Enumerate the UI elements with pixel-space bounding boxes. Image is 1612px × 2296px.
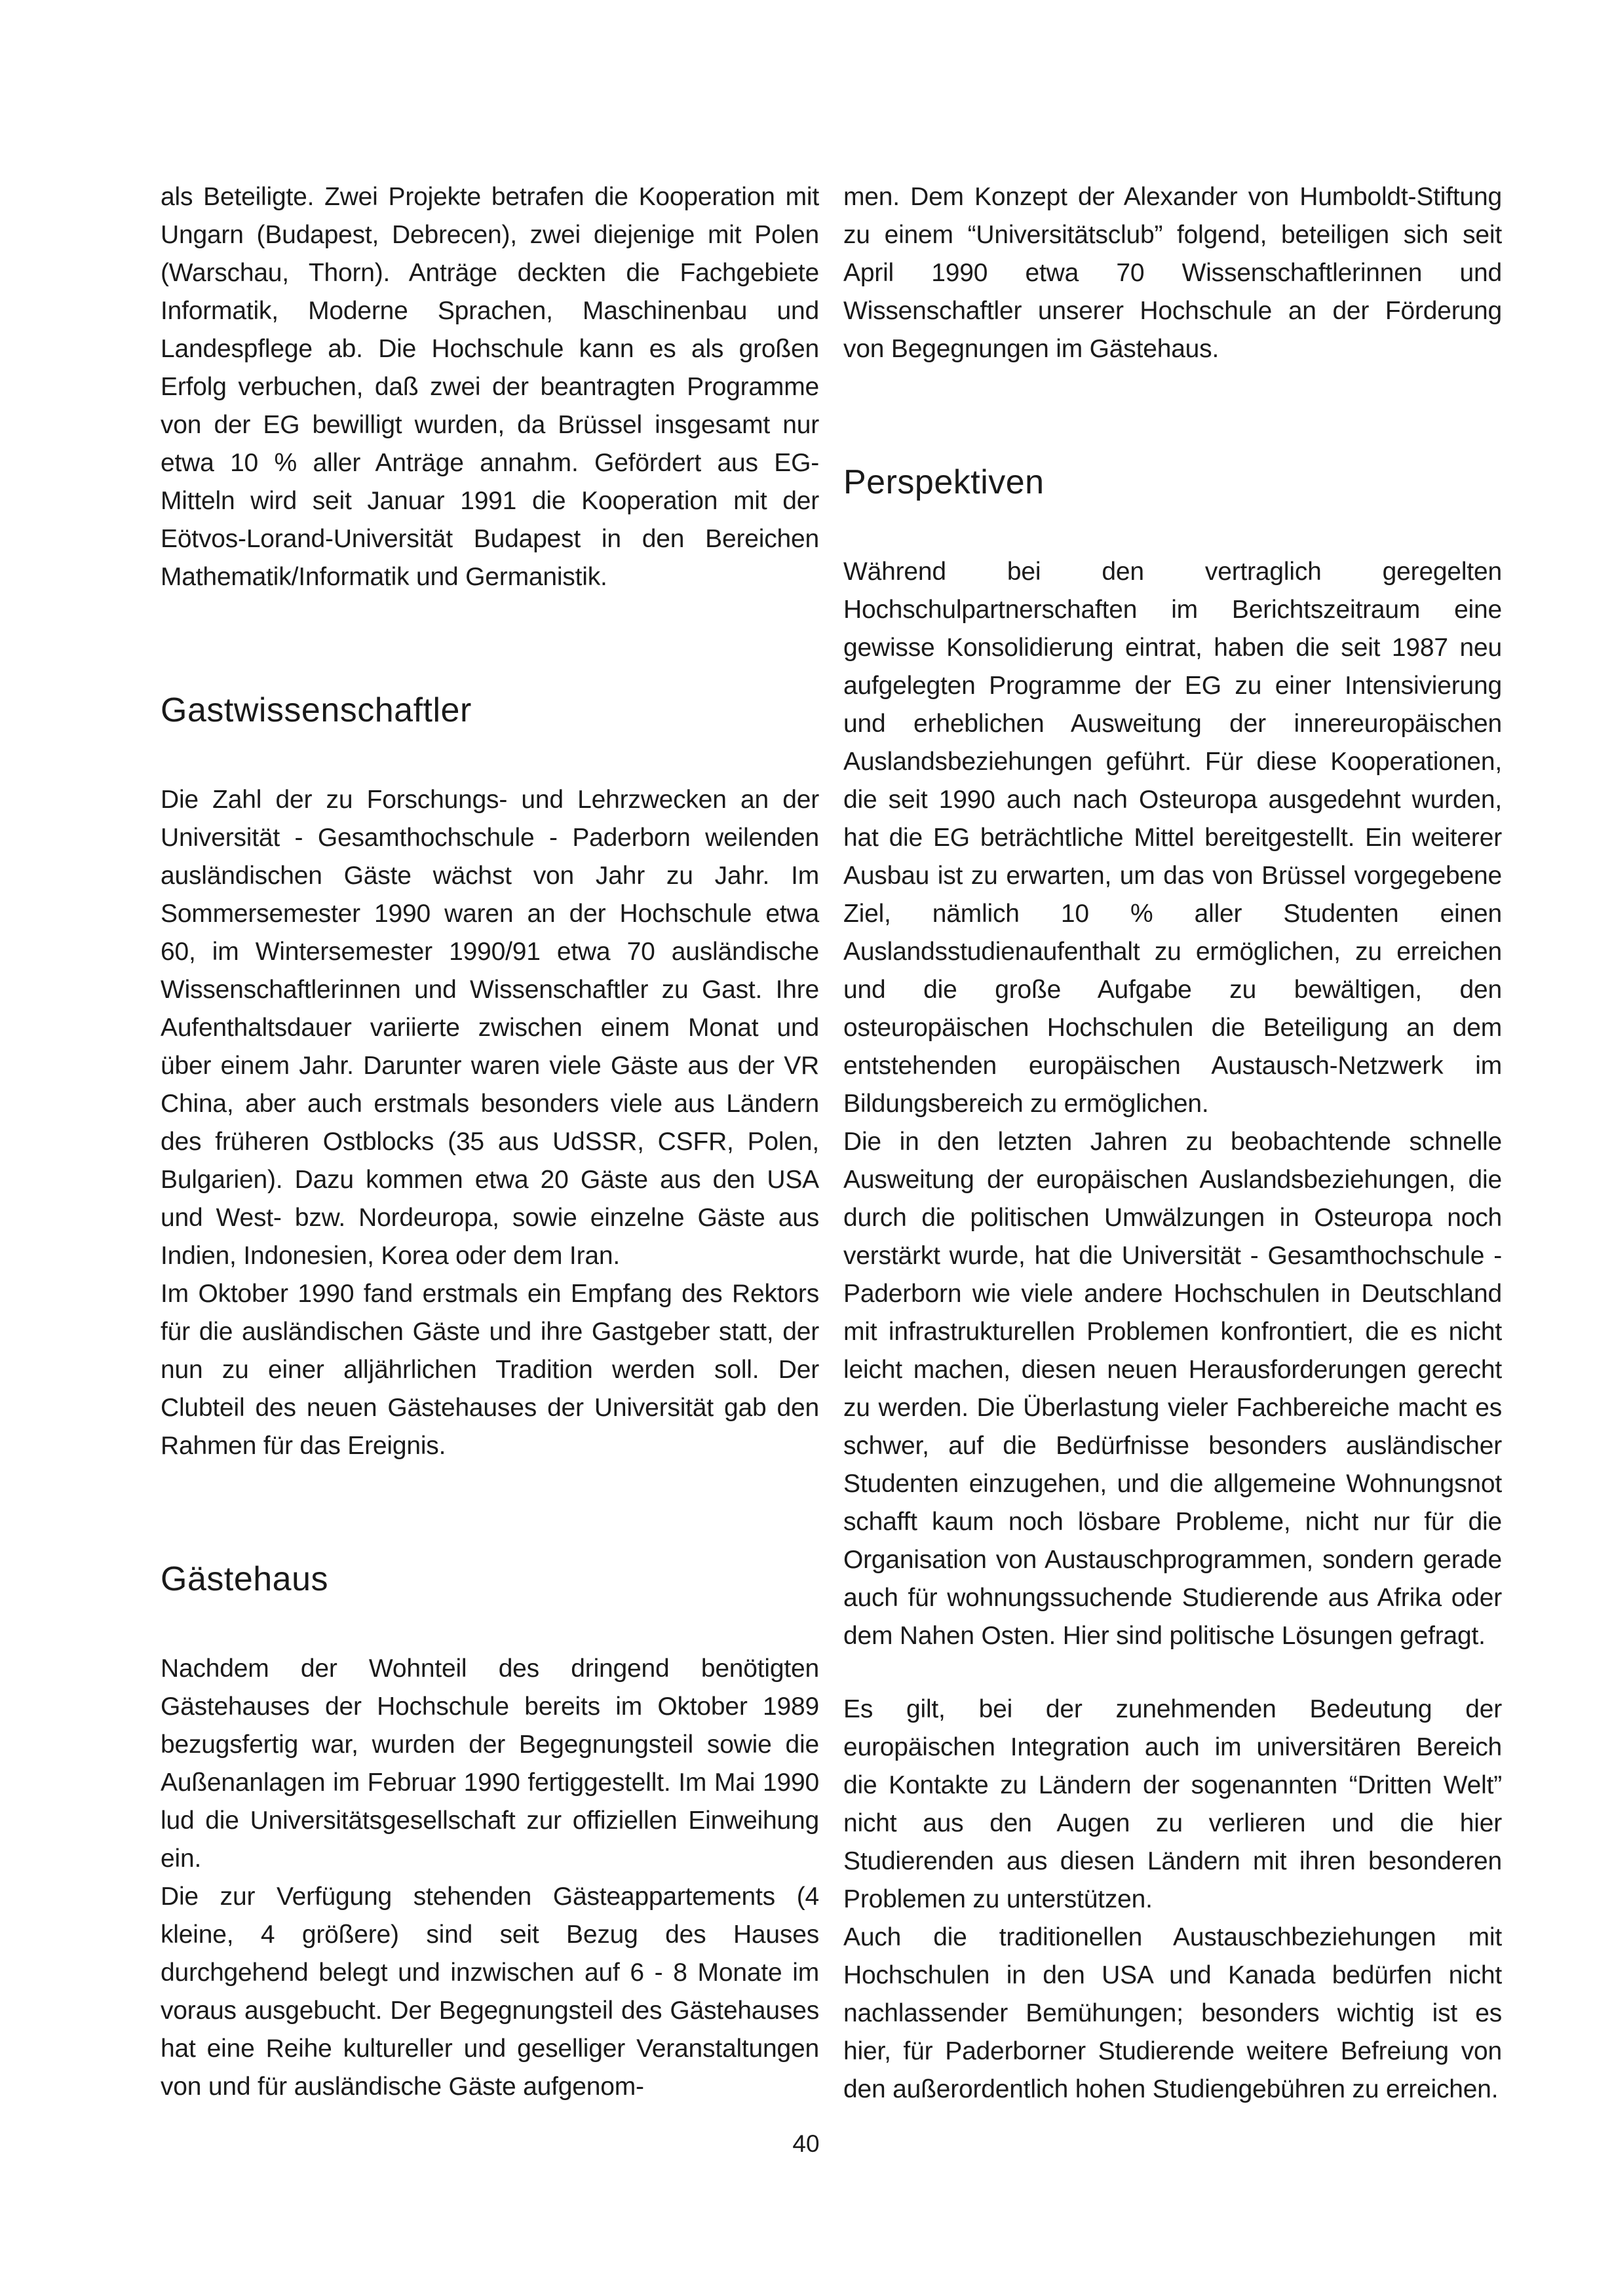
left-column bbox=[161, 178, 819, 2106]
paragraph-usa-kanada: Auch die traditionellen Austauschbeziehungen mit Hochschulen in den USA und Kanada bedürfen nicht nachlassender Bemühungen; besonders wichtig ist es hier, für Paderborner Studierende weitere Befreiung von den außerordentlich hohen Studiengebühren zu erreichen. bbox=[843, 1923, 1502, 2103]
paragraph-gastwissenschaftler: Die Zahl der zu Forschungs- und Lehrzwecken an der Universität - Gesamthochschule - Paderborn weilenden ausländischen Gäste wächst von Jahr zu Jahr. Im Sommersemester 1990 waren an der Hochschule etwa 60, im Wintersemester 1990/91 etwa 70 ausländische Wissenschaftlerinnen und Wissenschaftler zu Gast. Ihre Aufenthaltsdauer variierte zwischen einem Monat und über einem Jahr. Darunter waren viele Gäste aus der VR China, aber auch erstmals besonders viele aus Ländern des früheren Ostblocks (35 aus UdSSR, CSFR, Polen, Bulgarien). Dazu kommen etwa 20 Gäste aus den USA und West- bzw. Nordeuropa, sowie einzelne Gäste aus Indien, Indonesien, Korea oder dem Iran. bbox=[161, 786, 819, 1270]
right-column bbox=[843, 178, 1502, 2109]
paragraph-dritte-welt: Es gilt, bei der zunehmenden Bedeutung der europäischen Integration auch im universitären Bereich die Kontakte zu Ländern der sogenannten “Dritten Welt” nicht aus den Augen zu verlieren und die hier Studierenden aus diesen Ländern mit ihren besonderen Problemen zu unterstützen. bbox=[843, 1695, 1502, 1913]
paragraph-eg-projects: als Beteiligte. Zwei Projekte betrafen die Kooperation mit Ungarn (Budapest, Debrecen), zwei diejenige mit Polen (Warschau, Thorn). Anträge deckten die Fachgebiete Informatik, Moderne Sprachen, Maschinenbau und Landespflege ab. Die Hochschule kann es als großen Erfolg verbuchen, daß zwei der beantragten Programme von der EG bewilligt wurden, da Brüssel insgesamt nur etwa 10 % aller Anträge annahm. Gefördert aus EG-Mitteln wird seit Januar 1991 die Kooperation mit der Eötvos-Lorand-Universität Budapest in den Bereichen Mathematik/Informatik und Germanistik. bbox=[161, 183, 819, 591]
page-number: 40 bbox=[792, 2130, 820, 2157]
heading-perspektiven: Perspektiven bbox=[843, 463, 1045, 501]
paragraph-gaesteappartements: Die zur Verfügung stehenden Gästeappartements (4 kleine, 4 größere) sind seit Bezug des Hauses durchgehend belegt und inzwischen auf 6 - 8 Monate im voraus ausgebucht. Der Begegnungsteil des Gästehauses hat eine Reihe kultureller und geselliger Veranstaltungen von und für ausländische Gäste aufgenom- bbox=[161, 1883, 819, 2101]
paragraph-empfang: Im Oktober 1990 fand erstmals ein Empfang des Rektors für die ausländischen Gäste und ihre Gastgeber statt, der nun zu einer alljährlichen Tradition werden soll. Der Clubteil des neuen Gästehauses der Universität gab den Rahmen für das Ereignis. bbox=[161, 1280, 819, 1460]
paragraph-gaestehaus-bau: Nachdem der Wohnteil des dringend benötigten Gästehauses der Hochschule bereits im Oktober 1989 bezugsfertig war, wurden der Begegnungsteil sowie die Außenanlagen im Februar 1990 fertiggestellt. Im Mai 1990 lud die Universitätsgesellschaft zur offiziellen Einweihung ein. bbox=[161, 1655, 819, 1873]
heading-gaestehaus: Gästehaus bbox=[161, 1560, 328, 1598]
paragraph-universitaetsclub: men. Dem Konzept der Alexander von Humboldt-Stiftung zu einem “Universitätsclub” folgend, beteiligen sich seit April 1990 etwa 70 Wissenschaftlerinnen und Wissenschaftler unserer Hochschule an der Förderung von Begegnungen im Gästehaus. bbox=[843, 183, 1502, 363]
paragraph-auslandsbeziehungen: Die in den letzten Jahren zu beobachtende schnelle Ausweitung der europäischen Auslandsbeziehungen, die durch die politischen Umwälzungen in Osteuropa noch verstärkt wurde, hat die Universität - Gesamthochschule - Paderborn wie viele andere Hochschulen in Deutschland mit infrastrukturellen Problemen konfrontiert, die es nicht leicht machen, diesen neuen Herausforderungen gerecht zu werden. Die Überlastung vieler Fachbereiche macht es schwer, auf die Bedürfnisse besonders ausländischer Studenten einzugehen, und die allgemeine Wohnungsnot schafft kaum noch lösbare Probleme, nicht nur für die Organisation von Austauschprogrammen, sondern gerade auch für wohnungssuchende Studierende aus Afrika oder dem Nahen Osten. Hier sind politische Lösungen gefragt. bbox=[843, 1128, 1502, 1650]
heading-gastwissenschaftler: Gastwissenschaftler bbox=[161, 691, 472, 729]
paragraph-hochschulpartnerschaften: Während bei den vertraglich geregelten Hochschulpartnerschaften im Berichtszeitraum eine gewisse Konsolidierung eintrat, haben die seit 1987 neu aufgelegten Programme der EG zu einer Intensivierung und erheblichen Ausweitung der innereuropäischen Auslandsbeziehungen geführt. Für diese Kooperationen, die seit 1990 auch nach Osteuropa ausgedehnt wurden, hat die EG beträchtliche Mittel bereitgestellt. Ein weiterer Ausbau ist zu erwarten, um das von Brüssel vorgegebene Ziel, nämlich 10 % aller Studenten einen Auslandsstudienaufenthalt zu ermöglichen, zu erreichen und die große Aufgabe zu bewältigen, den osteuropäischen Hochschulen die Beteiligung an dem entstehenden europäischen Austausch-Netzwerk im Bildungsbereich zu ermöglichen. bbox=[843, 558, 1502, 1118]
